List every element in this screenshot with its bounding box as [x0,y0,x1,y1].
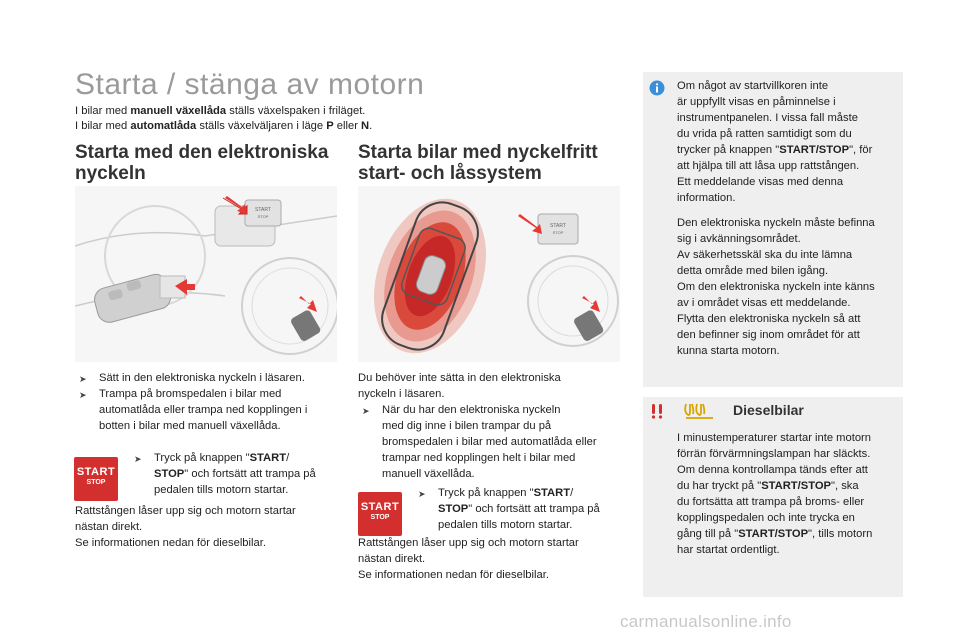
diesel-text-part: gång till på " [677,528,739,540]
arrow-icon: ➤ [362,406,370,416]
list-item [75,370,343,386]
watermark: carmanualsonline.info [620,612,792,631]
diesel-text-part: ", ska [831,480,859,492]
bullet-text: När du har den elektroniska nyckeln [382,404,561,416]
diesel-text-part: ", tills motorn [808,528,873,540]
info-line: att hjälpa till att låsa upp rattstången. [677,160,860,172]
list-item [358,402,628,482]
bullet-text: med dig inne i bilen trampar du på [382,420,552,432]
diesel-line: har startat ordentligt. [677,544,780,556]
paragraph-line: Se informationen nedan för dieselbilar. [75,537,266,549]
mid-instructions [358,370,628,482]
heading-line: Starta bilar med nyckelfritt [358,142,598,163]
list-item [75,386,343,434]
bullet-text: trampar ned kopplingen helt i bilar med [382,452,576,464]
press-text: Tryck på knappen " [154,452,250,464]
glow-plug-icon [683,402,717,420]
diesel-text [677,430,901,558]
diesel-line: Om denna kontrollampa tänds efter att [677,464,868,476]
left-after-text [75,503,343,551]
diesel-heading: Dieselbilar [733,402,804,418]
info-line: av i området visas ett meddelande. [677,297,851,309]
paragraph-line: nästan direkt. [358,553,426,565]
info-line: detta område med bilen igång. [677,265,829,277]
info-line: sig i avkänningsområdet. [677,233,801,245]
diesel-line [677,526,901,542]
warning-icon [649,403,665,419]
info-line: Flytta den elektroniska nyckeln så att [677,313,861,325]
mid-press-instruction [414,485,629,533]
diesel-bold: START/STOP [761,480,832,492]
intro-text-part: . [369,120,373,132]
list-item [130,450,345,498]
info-line: kunna starta motorn. [677,345,780,357]
keyless-illustration [358,186,620,362]
intro-text-part: I bilar med [75,105,131,117]
press-text: / [570,487,574,499]
paragraph-line: Se informationen nedan för dieselbilar. [358,569,549,581]
start-stop-small-button [538,214,578,244]
left-press-instruction [130,450,345,498]
intro-text-part: I bilar med [75,120,131,132]
info-line [677,142,901,158]
diesel-line: kopplingspedalen och inte trycka en [677,512,855,524]
info-text [677,78,901,359]
info-line: är uppfyllt visas en påminnelse i [677,96,836,108]
paragraph-line: nyckeln i läsaren. [358,388,445,400]
press-bold: STOP [154,468,185,480]
paragraph-line: Rattstången låser upp sig och motorn startar [75,505,296,517]
arrow-icon: ➤ [79,390,87,400]
small-button-label: STOP [552,230,564,235]
diesel-line: du fortsätta att trampa på broms- eller [677,496,865,508]
press-bold: START [533,487,571,499]
info-text-part: ", för [849,144,873,156]
stop-label: STOP [370,514,390,521]
section-heading-keyless [358,142,628,184]
info-icon [649,80,665,96]
start-label: START [360,501,400,513]
intro-text [75,104,372,134]
diesel-bold: START/STOP [738,528,809,540]
diesel-line: förrän förvärmningslampan har släckts. [677,448,871,460]
list-item [414,485,629,533]
heading-line: start- och låssystem [358,163,542,184]
bullet-text: Trampa på bromspedalen i bilar med [99,388,282,400]
press-bold: START [249,452,287,464]
info-line: information. [677,192,736,204]
paragraph-line: Rattstången låser upp sig och motorn startar [358,537,579,549]
intro-bold: P [326,120,334,132]
info-line: Om den elektroniska nyckeln inte känns [677,281,875,293]
press-text: / [286,452,290,464]
page-title: Starta / stänga av motorn [75,68,425,101]
info-line: du vrida på ratten samtidigt som du [677,128,852,140]
small-button-label: STOP [257,214,269,219]
diesel-line: I minustemperaturer startar inte motorn [677,432,871,444]
heading-line: Starta med den elektroniska [75,142,329,163]
intro-text-part: eller [333,120,362,132]
stop-label: STOP [86,479,106,486]
small-button-label: START [255,207,271,213]
arrow-icon: ➤ [79,374,87,384]
info-line: Ett meddelande visas med denna [677,176,844,188]
dashboard-drawing [75,186,337,362]
left-instructions [75,370,343,434]
press-text: pedalen tills motorn startar. [438,519,573,531]
info-panel [643,72,903,387]
info-line: Den elektroniska nyckeln måste befinna [677,217,875,229]
press-text: " och fortsätt att trampa på [468,503,600,515]
bullet-text: bromspedalen i bilar med automatlåda eller [382,436,597,448]
info-text-part: trycker på knappen " [677,144,780,156]
bullet-text: botten i bilar med manuell växellåda. [99,420,281,432]
press-text: " och fortsätt att trampa på [184,468,316,480]
start-stop-small-button [245,200,281,226]
info-line: Av säkerhetsskäl ska du inte lämna [677,249,853,261]
mid-after-text [358,535,628,583]
diesel-text-part: du har tryckt på " [677,480,762,492]
bullet-text: Sätt in den elektroniska nyckeln i läsaren. [99,372,305,384]
diesel-line [677,478,901,494]
intro-text-part: ställs växelspaken i friläget. [226,105,366,117]
intro-bold: N [361,120,370,132]
small-button-label: START [550,223,566,229]
info-line: instrumentpanelen. I vissa fall måste [677,112,858,124]
press-bold: STOP [438,503,469,515]
arrow-icon: ➤ [134,454,142,464]
heading-line: nyckeln [75,163,146,184]
intro-bold: automatlåda [130,120,197,132]
key-reader-illustration [75,186,337,362]
intro-text-part: ställs växelväljaren i läge [196,120,327,132]
info-line: den befinner sig inom området för att [677,329,860,341]
start-stop-button-icon [74,457,118,501]
section-heading-electronic-key [75,142,345,184]
diesel-panel [643,397,903,597]
bullet-text: manuell växellåda. [382,468,475,480]
start-label: START [76,466,116,478]
intro-bold: manuell växellåda [130,105,227,117]
arrow-icon: ➤ [418,489,426,499]
keyless-drawing [358,186,620,362]
paragraph-line: nästan direkt. [75,521,143,533]
press-text: pedalen tills motorn startar. [154,484,289,496]
start-stop-button-icon [358,492,402,536]
info-line: Om något av startvillkoren inte [677,80,829,92]
press-text: Tryck på knappen " [438,487,534,499]
paragraph-line: Du behöver inte sätta in den elektroniska [358,372,561,384]
info-bold: START/STOP [779,144,850,156]
bullet-text: automatlåda eller trampa ned kopplingen i [99,404,308,416]
